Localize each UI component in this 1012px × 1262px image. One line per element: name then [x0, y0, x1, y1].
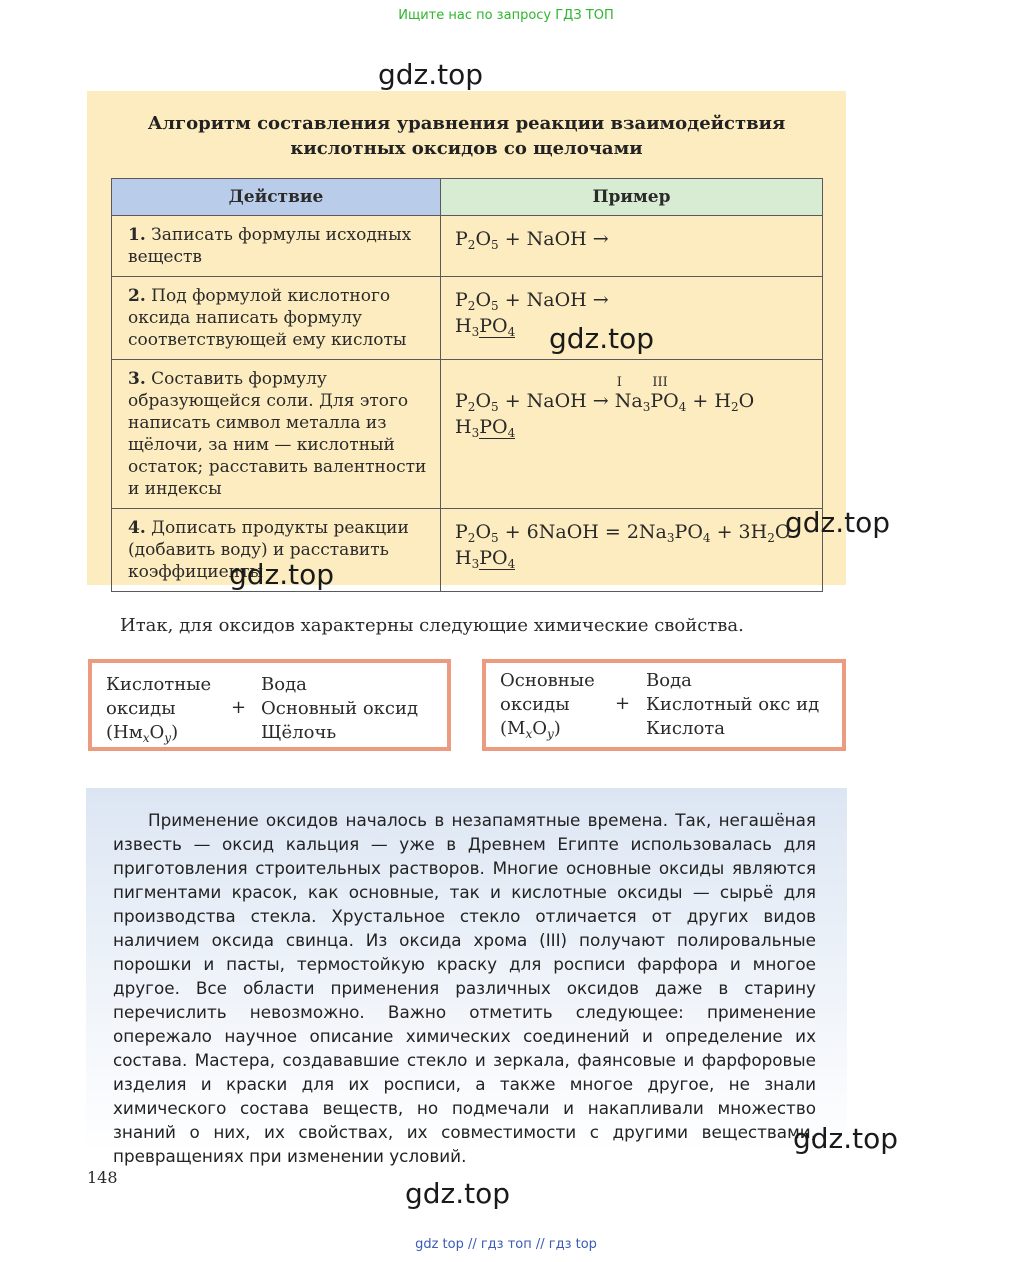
- watermark: gdz.top: [549, 322, 655, 355]
- acidic-oxides-box: [88, 659, 451, 751]
- action-cell: 1. Записать формулы исходных веществ: [112, 216, 441, 277]
- table-row: [112, 277, 823, 360]
- oxide-type: Основные оксиды $(M_xO_y)$: [500, 670, 595, 741]
- example-cell: $P_2O_5$ + NaOH → I $Na_3$ III $PO_4 + H_2O$ $H_3PO_4$: [441, 360, 823, 509]
- example-cell: $P_2O_5$ + NaOH → $H_3PO_4$: [441, 277, 823, 360]
- watermark: gdz.top: [793, 1122, 899, 1155]
- page-number: 148: [87, 1168, 118, 1187]
- action-cell: 3. Составить формулу образующейся соли. Для этого написать символ металла из щёлочи, за ним — кислотный остаток; расставить валентности и индексы: [112, 360, 441, 509]
- footer-links[interactable]: gdz top // гдз топ // гдз top: [415, 1237, 597, 1252]
- watermark: gdz.top: [785, 506, 891, 539]
- algorithm-table: [111, 178, 823, 592]
- oxide-type: Кислотные оксиды $(Нм_xO_y)$: [106, 674, 212, 745]
- watermark: gdz.top: [229, 558, 335, 591]
- watermark: gdz.top: [378, 58, 484, 91]
- plus-sign: +: [231, 697, 247, 718]
- example-cell: $P_2O_5$ + NaOH →: [441, 216, 823, 277]
- plus-sign: +: [615, 693, 631, 714]
- basic-oxides-box: [482, 659, 846, 751]
- info-text: Применение оксидов началось в незапамятные времена. Так, негашёная известь — оксид кальция — уже в Древнем Египте использовалась для приготовления строительных растворов. Многие основные оксиды являются пигментами красок, как основные, так и кислотные оксиды — сырьё для производства стекла. Хрустальное стекло отличается от других видов наличием оксида свинца. Из оксида хрома (III) получают полировальные порошки и пасты, термостойкую краску для росписи фарфора и многое другое. Все области применения различных оксидов даже в старину перечислить невозможно. Важно отметить следующее: применение опережало научное описание химических соединений и определение их состава. Мастера, создававшие стекло и зеркала, фаянсовые и фарфоровые изделия и краски для их росписи, а также многое другое, не знали химического состава веществ, но подмечали и накапливали множество знаний о них, их свойствах, их совместимости с другими веществами, превращениях при изменении условий.: [113, 810, 816, 1166]
- action-cell: 4. Дописать продукты реакции (добавить воду) и расставить коэффициенты: [112, 509, 441, 592]
- reactants-list: Вода Основный оксид Щёлочь: [261, 674, 419, 743]
- table-row: [112, 216, 823, 277]
- header-action: Действие: [112, 179, 441, 216]
- example-cell: $P_2O_5$ + 6NaOH = $2Na_3PO_4 + 3H_2O$ $H_3PO_4$: [441, 509, 823, 592]
- reactants-list: Вода Кислотный окс ид Кислота: [646, 670, 820, 739]
- watermark: gdz.top: [405, 1177, 511, 1210]
- algorithm-title: Алгоритм составления уравнения реакции взаимодействия кислотных оксидов со щелочами: [147, 113, 786, 159]
- header-example: Пример: [441, 179, 823, 216]
- table-row: [112, 360, 823, 509]
- top-banner[interactable]: Ищите нас по запросу ГДЗ ТОП: [398, 8, 614, 23]
- intro-text: Итак, для оксидов характерны следующие химические свойства.: [120, 615, 744, 636]
- action-cell: 2. Под формулой кислотного оксида написать формулу соответствующей ему кислоты: [112, 277, 441, 360]
- table-row: [112, 509, 823, 592]
